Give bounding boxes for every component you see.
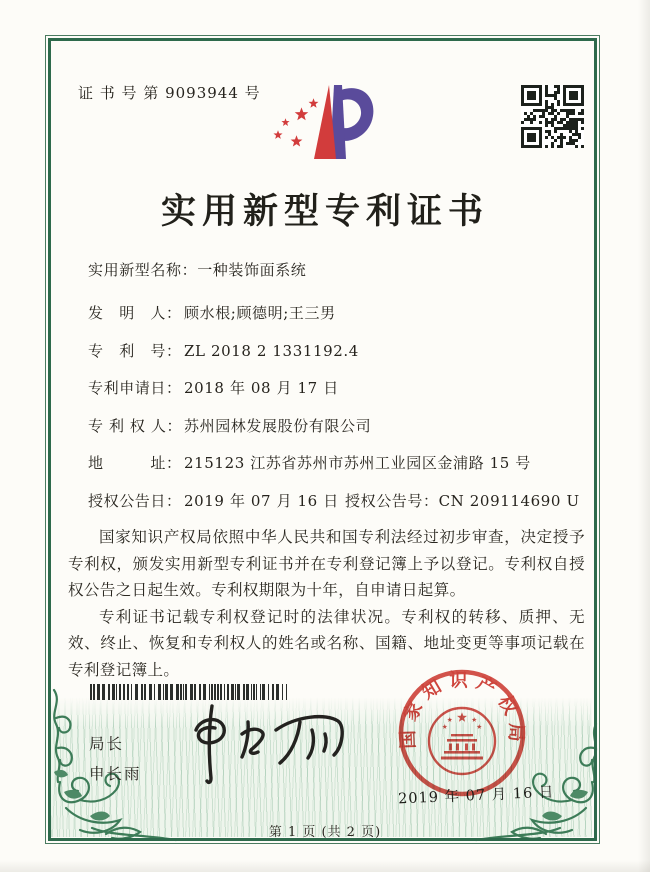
- field-value: ZL 2018 2 1331192.4: [184, 341, 359, 360]
- field-value: 2018 年 08 月 17 日: [184, 379, 339, 397]
- field-label: 地 址：: [88, 454, 182, 472]
- field-patent-number: [88, 340, 531, 360]
- field-label: 发 明 人：: [88, 304, 182, 322]
- field-value: 苏州园林发展股份有限公司: [184, 416, 372, 435]
- field-value: 2019 年 07 月 16 日: [184, 491, 339, 510]
- director-block: [89, 729, 142, 789]
- seal-text: 国家知识产权局: [397, 670, 527, 749]
- field-label: 专 利 号：: [88, 341, 182, 360]
- legal-paragraph: 国家知识产权局依照中华人民共和国专利法经过初步审查，决定授予专利权，颁发实用新型专利证书并在专利登记簿上予以登记。专利权自授权公告之日起生效。专利权期限为十年，自申请日起算。: [68, 528, 585, 599]
- field-value: 一种装饰面系统: [197, 261, 307, 279]
- director-title: 局长: [89, 735, 125, 753]
- field-value: 顾水根;顾德明;王三男: [184, 304, 336, 322]
- field-value: CN 209114690 U: [438, 491, 580, 510]
- field-filing-date: [88, 377, 531, 397]
- field-grant-publication-number: [345, 490, 580, 511]
- page-number: 第 1 页 (共 2 页): [268, 825, 382, 840]
- director-name: 申长雨: [89, 765, 142, 783]
- field-label: 授权公告号：: [345, 491, 439, 510]
- director-signature: [182, 694, 354, 786]
- field-patentee: [88, 415, 531, 435]
- field-address: [88, 452, 531, 472]
- field-label: 实用新型名称：: [88, 261, 198, 279]
- field-value: 215123 江苏省苏州市苏州工业园区金浦路 15 号: [184, 454, 531, 472]
- legal-paragraph: 专利证书记载专利权登记时的法律状况。专利权的转移、质押、无效、终止、恢复和专利权人的姓名或名称、国籍、地址变更等事项记载在专利登记簿上。: [68, 607, 585, 679]
- field-utility-model-name: [88, 259, 531, 279]
- field-grant-date: [88, 490, 580, 510]
- cnipa-logo-icon: [268, 80, 380, 164]
- field-label: 授权公告日：: [88, 491, 182, 510]
- field-label: 专 利 权 人：: [88, 416, 183, 435]
- field-label: 专利申请日：: [88, 379, 182, 397]
- qr-code-icon: [521, 85, 584, 148]
- field-inventors: [88, 302, 531, 322]
- certificate-fields: [88, 259, 580, 527]
- certificate-title: 实用新型专利证书: [160, 191, 489, 232]
- certificate-number: 证 书 号 第 9093944 号: [78, 84, 261, 102]
- seal-date: 2019 年 07 月 16 日: [397, 784, 555, 808]
